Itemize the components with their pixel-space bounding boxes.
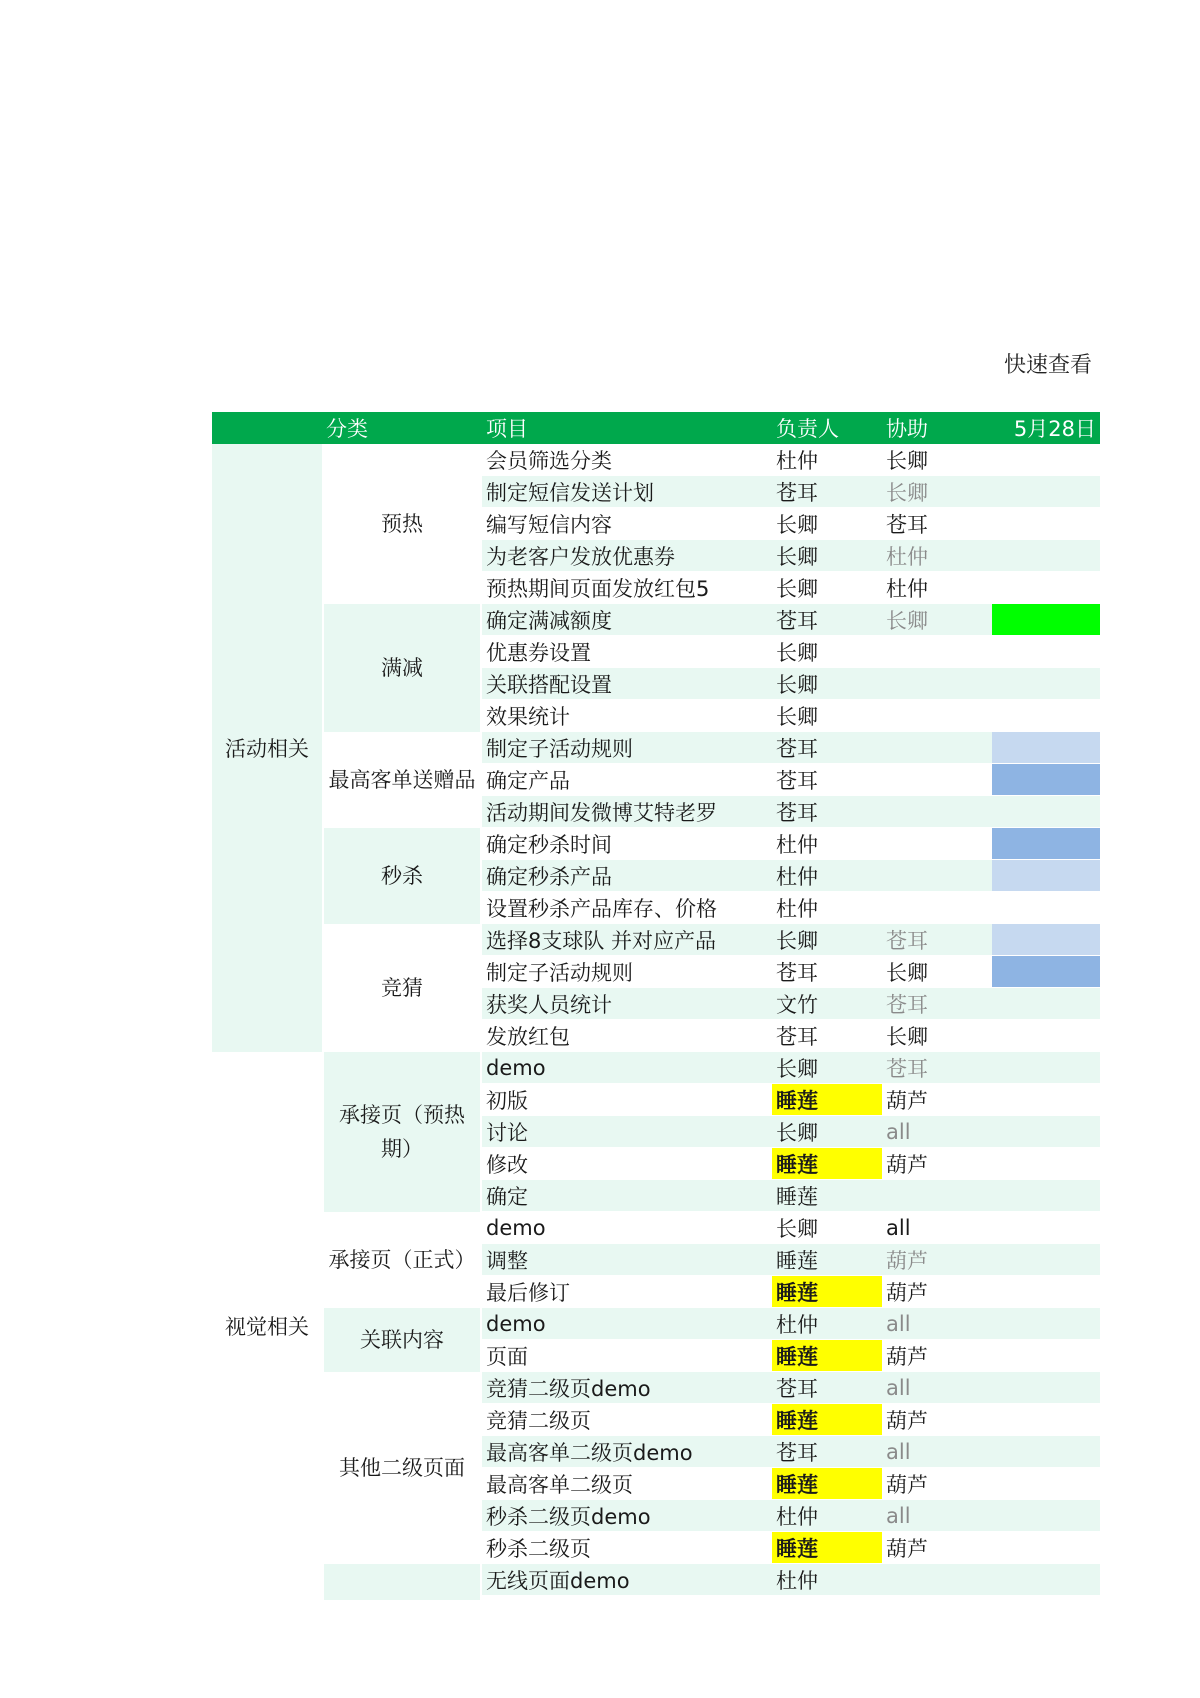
task-assist[interactable]: all	[882, 1500, 992, 1532]
task-assist[interactable]	[882, 764, 992, 796]
gantt-cell-5-28[interactable]	[992, 828, 1100, 860]
header-category: 分类	[322, 412, 482, 444]
subgroup-top-order-gift: 最高客单送赠品	[328, 768, 476, 792]
gantt-cell-5-28[interactable]	[992, 636, 1100, 668]
task-owner[interactable]: 苍耳	[772, 796, 882, 828]
task-owner[interactable]: 睡莲	[772, 1244, 882, 1276]
gantt-cell-5-28[interactable]	[992, 764, 1100, 796]
task-owner[interactable]: 长卿	[772, 924, 882, 956]
task-owner[interactable]: 苍耳	[772, 476, 882, 508]
gantt-cell-5-28[interactable]	[992, 1276, 1100, 1308]
task-owner[interactable]: 长卿	[772, 572, 882, 604]
task-owner[interactable]: 睡莲	[772, 1340, 882, 1372]
task-assist[interactable]: 葫芦	[882, 1244, 992, 1276]
gantt-cell-5-28[interactable]	[992, 540, 1100, 572]
gantt-cell-5-28[interactable]	[992, 1436, 1100, 1468]
header-assist: 协助	[882, 412, 992, 444]
gantt-cell-5-28[interactable]	[992, 604, 1100, 636]
task-assist[interactable]: 葫芦	[882, 1404, 992, 1436]
task-owner[interactable]: 睡莲	[772, 1180, 882, 1212]
task-item[interactable]: 确定产品	[482, 764, 772, 796]
category-visual: 视觉相关	[225, 1315, 309, 1339]
subgroup-wireless	[324, 1564, 480, 1600]
task-item[interactable]: 确定满减额度	[482, 604, 772, 636]
gantt-cell-5-28[interactable]	[992, 1084, 1100, 1116]
task-assist[interactable]	[882, 1180, 992, 1212]
task-assist[interactable]: 长卿	[882, 604, 992, 636]
gantt-cell-5-28[interactable]	[992, 1468, 1100, 1500]
task-item[interactable]: 修改	[482, 1148, 772, 1180]
task-assist[interactable]: 长卿	[882, 444, 992, 476]
task-assist[interactable]: all	[882, 1372, 992, 1404]
task-owner[interactable]: 睡莲	[772, 1532, 882, 1564]
task-assist[interactable]: all	[882, 1436, 992, 1468]
task-item[interactable]: 制定子活动规则	[482, 956, 772, 988]
task-assist[interactable]: 长卿	[882, 956, 992, 988]
task-item[interactable]: demo	[482, 1052, 772, 1084]
task-assist[interactable]: 长卿	[882, 1020, 992, 1052]
header-blank	[212, 412, 322, 444]
gantt-cell-5-28[interactable]	[992, 892, 1100, 924]
task-item[interactable]: 页面	[482, 1340, 772, 1372]
task-item[interactable]: 选择8支球队 并对应产品	[482, 924, 772, 956]
task-assist[interactable]	[882, 828, 992, 860]
task-owner[interactable]: 苍耳	[772, 1020, 882, 1052]
task-assist[interactable]: 苍耳	[882, 508, 992, 540]
subgroup-landing-preheat: 承接页（预热期）	[324, 1052, 480, 1212]
task-item[interactable]: 竞猜二级页	[482, 1404, 772, 1436]
task-item[interactable]: 竞猜二级页demo	[482, 1372, 772, 1404]
task-item[interactable]: 制定短信发送计划	[482, 476, 772, 508]
gantt-cell-5-28[interactable]	[992, 1340, 1100, 1372]
subgroup-guessing: 竞猜	[381, 976, 423, 1000]
task-assist[interactable]: all	[882, 1212, 992, 1244]
task-owner[interactable]: 苍耳	[772, 956, 882, 988]
header-item: 项目	[482, 412, 772, 444]
gantt-cell-5-28[interactable]	[992, 444, 1100, 476]
task-owner[interactable]: 睡莲	[772, 1404, 882, 1436]
task-assist[interactable]	[882, 860, 992, 892]
gantt-cell-5-28[interactable]	[992, 1404, 1100, 1436]
task-owner[interactable]: 杜仲	[772, 1500, 882, 1532]
gantt-cell-5-28[interactable]	[992, 860, 1100, 892]
task-item[interactable]: 获奖人员统计	[482, 988, 772, 1020]
task-item[interactable]: 最高客单二级页demo	[482, 1436, 772, 1468]
task-owner[interactable]: 杜仲	[772, 860, 882, 892]
gantt-cell-5-28[interactable]	[992, 924, 1100, 956]
task-assist[interactable]: 葫芦	[882, 1084, 992, 1116]
task-owner[interactable]: 长卿	[772, 508, 882, 540]
task-assist[interactable]: all	[882, 1116, 992, 1148]
task-assist[interactable]	[882, 1564, 992, 1596]
subgroup-flash-sale: 秒杀	[324, 828, 480, 924]
task-item[interactable]: 为老客户发放优惠券	[482, 540, 772, 572]
task-assist[interactable]: 苍耳	[882, 988, 992, 1020]
task-owner[interactable]: 长卿	[772, 668, 882, 700]
task-item[interactable]: 最后修订	[482, 1276, 772, 1308]
task-assist[interactable]: 长卿	[882, 476, 992, 508]
task-item[interactable]: 讨论	[482, 1116, 772, 1148]
task-owner[interactable]: 苍耳	[772, 1436, 882, 1468]
subgroup-related-content: 关联内容	[324, 1308, 480, 1372]
task-owner[interactable]: 睡莲	[772, 1276, 882, 1308]
gantt-cell-5-28[interactable]	[992, 1564, 1100, 1596]
task-assist[interactable]: 葫芦	[882, 1532, 992, 1564]
task-owner[interactable]: 长卿	[772, 636, 882, 668]
task-item[interactable]: 会员筛选分类	[482, 444, 772, 476]
task-owner[interactable]: 长卿	[772, 1212, 882, 1244]
subgroup-preheat: 预热	[381, 512, 423, 536]
task-owner[interactable]: 睡莲	[772, 1148, 882, 1180]
gantt-cell-5-28[interactable]	[992, 1020, 1100, 1052]
task-assist[interactable]: 杜仲	[882, 572, 992, 604]
gantt-cell-5-28[interactable]	[992, 732, 1100, 764]
task-assist[interactable]: 苍耳	[882, 1052, 992, 1084]
task-assist[interactable]: 杜仲	[882, 540, 992, 572]
task-owner[interactable]: 苍耳	[772, 604, 882, 636]
task-assist[interactable]	[882, 700, 992, 732]
task-assist[interactable]	[882, 892, 992, 924]
task-assist[interactable]: 苍耳	[882, 924, 992, 956]
gantt-cell-5-28[interactable]	[992, 1052, 1100, 1084]
subgroup-landing-official: 承接页（正式）	[328, 1248, 476, 1272]
task-item[interactable]: 无线页面demo	[482, 1564, 772, 1596]
task-item[interactable]: 预热期间页面发放红包5	[482, 572, 772, 604]
gantt-cell-5-28[interactable]	[992, 1500, 1100, 1532]
task-assist[interactable]: all	[882, 1308, 992, 1340]
task-assist[interactable]	[882, 668, 992, 700]
gantt-cell-5-28[interactable]	[992, 700, 1100, 732]
gantt-cell-5-28[interactable]	[992, 668, 1100, 700]
task-table	[212, 412, 1100, 1600]
task-assist[interactable]: 葫芦	[882, 1148, 992, 1180]
task-assist[interactable]: 葫芦	[882, 1340, 992, 1372]
gantt-cell-5-28[interactable]	[992, 988, 1100, 1020]
task-owner[interactable]: 长卿	[772, 1116, 882, 1148]
task-item[interactable]: 优惠券设置	[482, 636, 772, 668]
task-item[interactable]: 调整	[482, 1244, 772, 1276]
task-item[interactable]: 最高客单二级页	[482, 1468, 772, 1500]
task-item[interactable]: 秒杀二级页	[482, 1532, 772, 1564]
task-owner[interactable]: 睡莲	[772, 1084, 882, 1116]
task-owner[interactable]: 苍耳	[772, 764, 882, 796]
task-assist[interactable]: 葫芦	[882, 1276, 992, 1308]
gantt-cell-5-28[interactable]	[992, 1372, 1100, 1404]
task-owner[interactable]: 杜仲	[772, 444, 882, 476]
task-item[interactable]: 关联搭配设置	[482, 668, 772, 700]
task-assist[interactable]: 葫芦	[882, 1468, 992, 1500]
gantt-cell-5-28[interactable]	[992, 1244, 1100, 1276]
gantt-cell-5-28[interactable]	[992, 956, 1100, 988]
quick-view-label[interactable]: 快速查看	[1004, 353, 1093, 378]
task-owner[interactable]: 文竹	[772, 988, 882, 1020]
task-assist[interactable]	[882, 732, 992, 764]
gantt-cell-5-28[interactable]	[992, 476, 1100, 508]
gantt-cell-5-28[interactable]	[992, 1116, 1100, 1148]
task-owner[interactable]: 睡莲	[772, 1468, 882, 1500]
gantt-cell-5-28[interactable]	[992, 508, 1100, 540]
task-item[interactable]: 制定子活动规则	[482, 732, 772, 764]
task-owner[interactable]: 长卿	[772, 540, 882, 572]
task-item[interactable]: 活动期间发微博艾特老罗	[482, 796, 772, 828]
gantt-cell-5-28[interactable]	[992, 1180, 1100, 1212]
gantt-cell-5-28[interactable]	[992, 572, 1100, 604]
task-assist[interactable]	[882, 636, 992, 668]
task-item[interactable]: 确定秒杀时间	[482, 828, 772, 860]
gantt-cell-5-28[interactable]	[992, 1532, 1100, 1564]
task-item[interactable]: 秒杀二级页demo	[482, 1500, 772, 1532]
subgroup-other-pages: 其他二级页面	[339, 1456, 465, 1480]
gantt-cell-5-28[interactable]	[992, 1212, 1100, 1244]
subgroup-discount: 满减	[324, 604, 480, 732]
category-activity: 活动相关	[212, 444, 322, 1052]
task-assist[interactable]	[882, 796, 992, 828]
gantt-cell-5-28[interactable]	[992, 1148, 1100, 1180]
task-owner[interactable]: 杜仲	[772, 892, 882, 924]
gantt-cell-5-28[interactable]	[992, 1308, 1100, 1340]
header-date: 5月28日	[992, 412, 1100, 444]
task-item[interactable]: 初版	[482, 1084, 772, 1116]
task-owner[interactable]: 苍耳	[772, 1372, 882, 1404]
task-item[interactable]: 设置秒杀产品库存、价格	[482, 892, 772, 924]
task-owner[interactable]: 杜仲	[772, 1308, 882, 1340]
task-item[interactable]: demo	[482, 1212, 772, 1244]
task-item[interactable]: demo	[482, 1308, 772, 1340]
task-item[interactable]: 确定秒杀产品	[482, 860, 772, 892]
header-owner: 负责人	[772, 412, 882, 444]
task-item[interactable]: 发放红包	[482, 1020, 772, 1052]
task-owner[interactable]: 长卿	[772, 1052, 882, 1084]
task-item[interactable]: 效果统计	[482, 700, 772, 732]
task-owner[interactable]: 长卿	[772, 700, 882, 732]
task-item[interactable]: 编写短信内容	[482, 508, 772, 540]
task-owner[interactable]: 杜仲	[772, 828, 882, 860]
task-item[interactable]: 确定	[482, 1180, 772, 1212]
gantt-cell-5-28[interactable]	[992, 796, 1100, 828]
task-owner[interactable]: 苍耳	[772, 732, 882, 764]
task-owner[interactable]: 杜仲	[772, 1564, 882, 1596]
